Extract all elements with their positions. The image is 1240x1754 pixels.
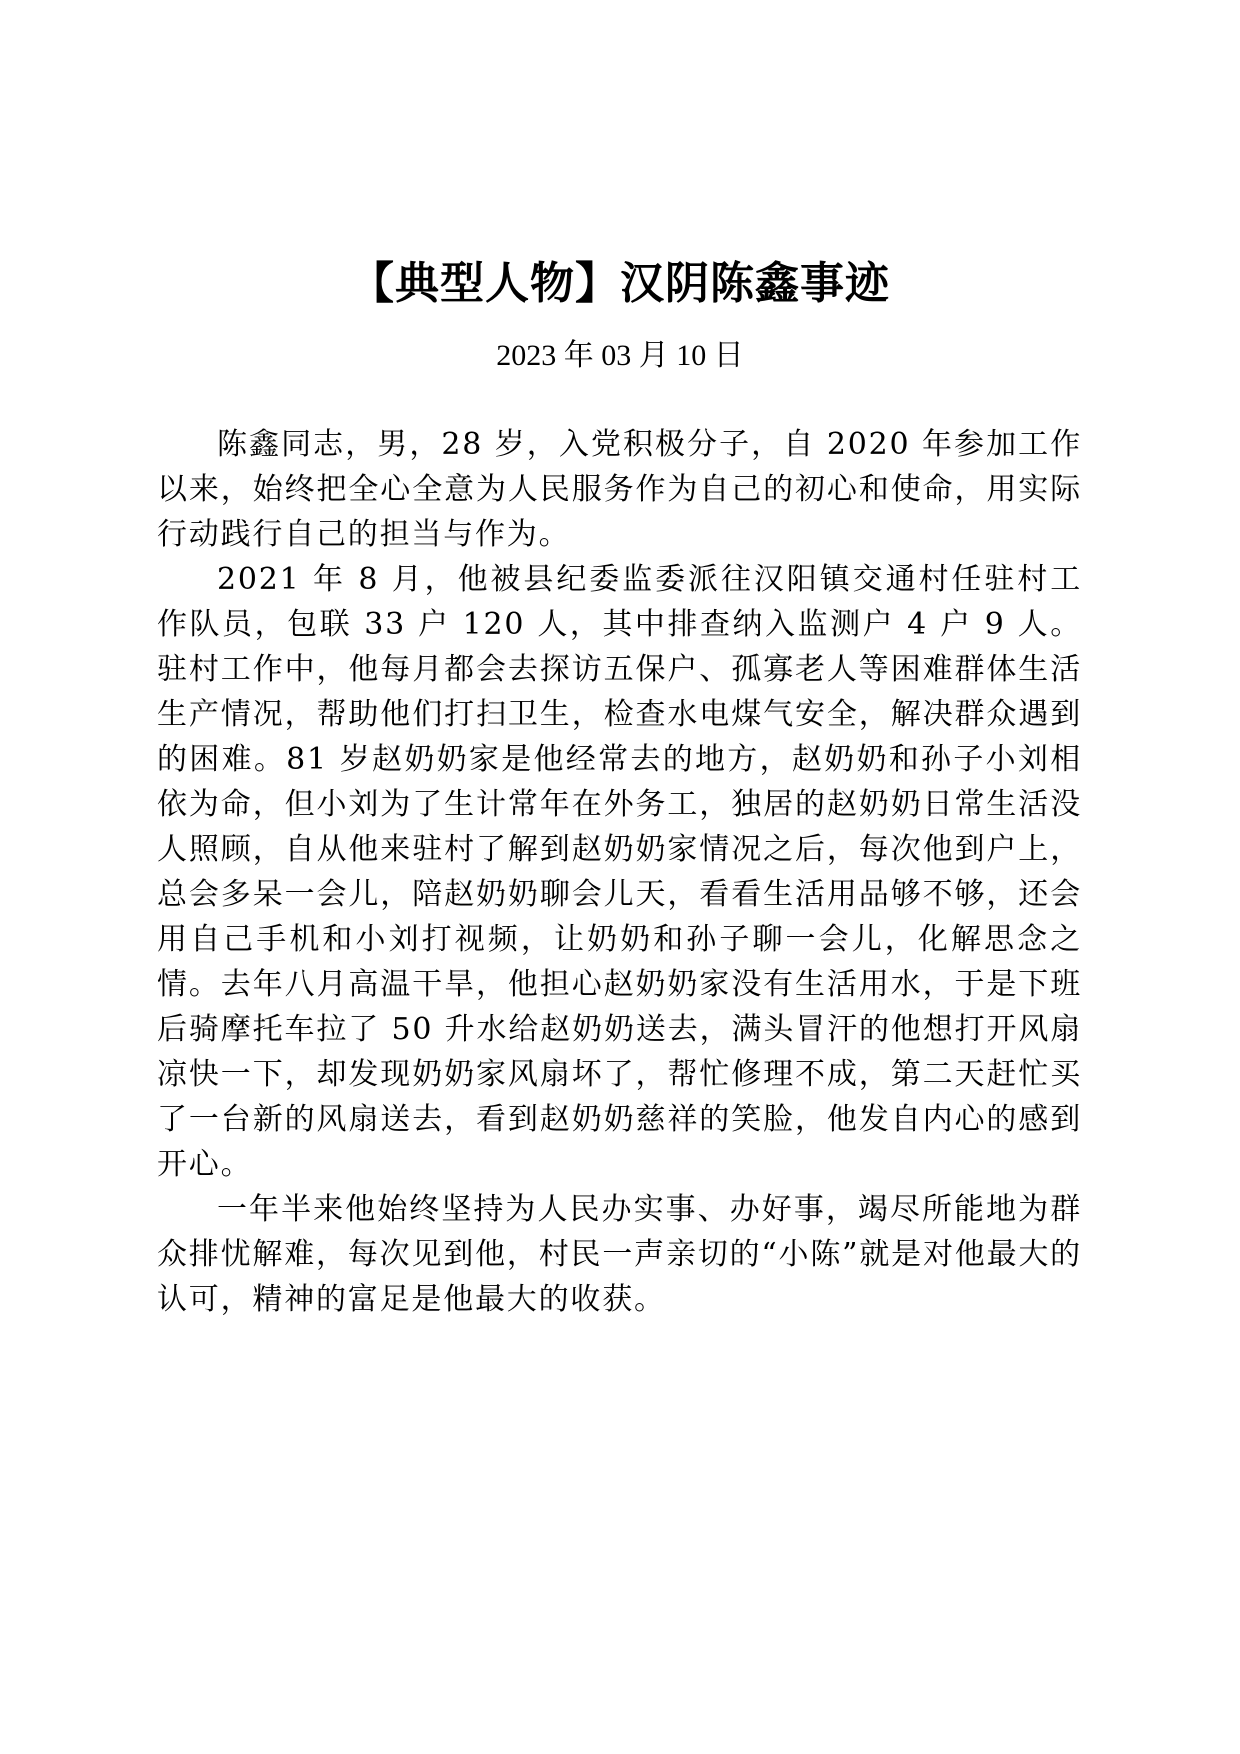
paragraph: 一年半来他始终坚持为人民办实事、办好事，竭尽所能地为群众排忧解难，每次见到他，村民一声亲切的“小陈”就是对他最大的认可，精神的富足是他最大的收获。: [157, 1192, 1082, 1317]
article-body: [157, 422, 1082, 1322]
document-title: 【典型人物】汉阴陈鑫事迹: [350, 258, 890, 309]
publish-date: 2023 年 03 月 10 日: [496, 339, 744, 372]
paragraph: 2021 年 8 月，他被县纪委监委派往汉阳镇交通村任驻村工作队员，包联 33 户 120 人，其中排查纳入监测户 4 户 9 人。驻村工作中，他每月都会去探访五保户、孤寡老人等困难群体生活生产情况，帮助他们打扫卫生，检查水电煤气安全，解决群众遇到的困难。81 岁赵奶奶家是他经常去的地方，赵奶奶和孙子小刘相依为命，但小刘为了生计常年在外务工，独居的赵奶奶日常生活没人照顾，自从他来驻村了解到赵奶奶家情况之后，每次他到户上，总会多呆一会儿，陪赵奶奶聊会儿天，看看生活用品够不够，还会用自己手机和小刘打视频，让奶奶和孙子聊一会儿，化解思念之情。去年八月高温干旱，他担心赵奶奶家没有生活用水，于是下班后骑摩托车拉了 50 升水给赵奶奶送去，满头冒汗的他想打开风扇凉快一下，却发现奶奶家风扇坏了，帮忙修理不成，第二天赶忙买了一台新的风扇送去，看到赵奶奶慈祥的笑脸，他发自内心的感到开心。: [157, 562, 1082, 1182]
paragraph: 陈鑫同志，男，28 岁，入党积极分子，自 2020 年参加工作以来，始终把全心全意为人民服务作为自己的初心和使命，用实际行动践行自己的担当与作为。: [157, 427, 1082, 552]
